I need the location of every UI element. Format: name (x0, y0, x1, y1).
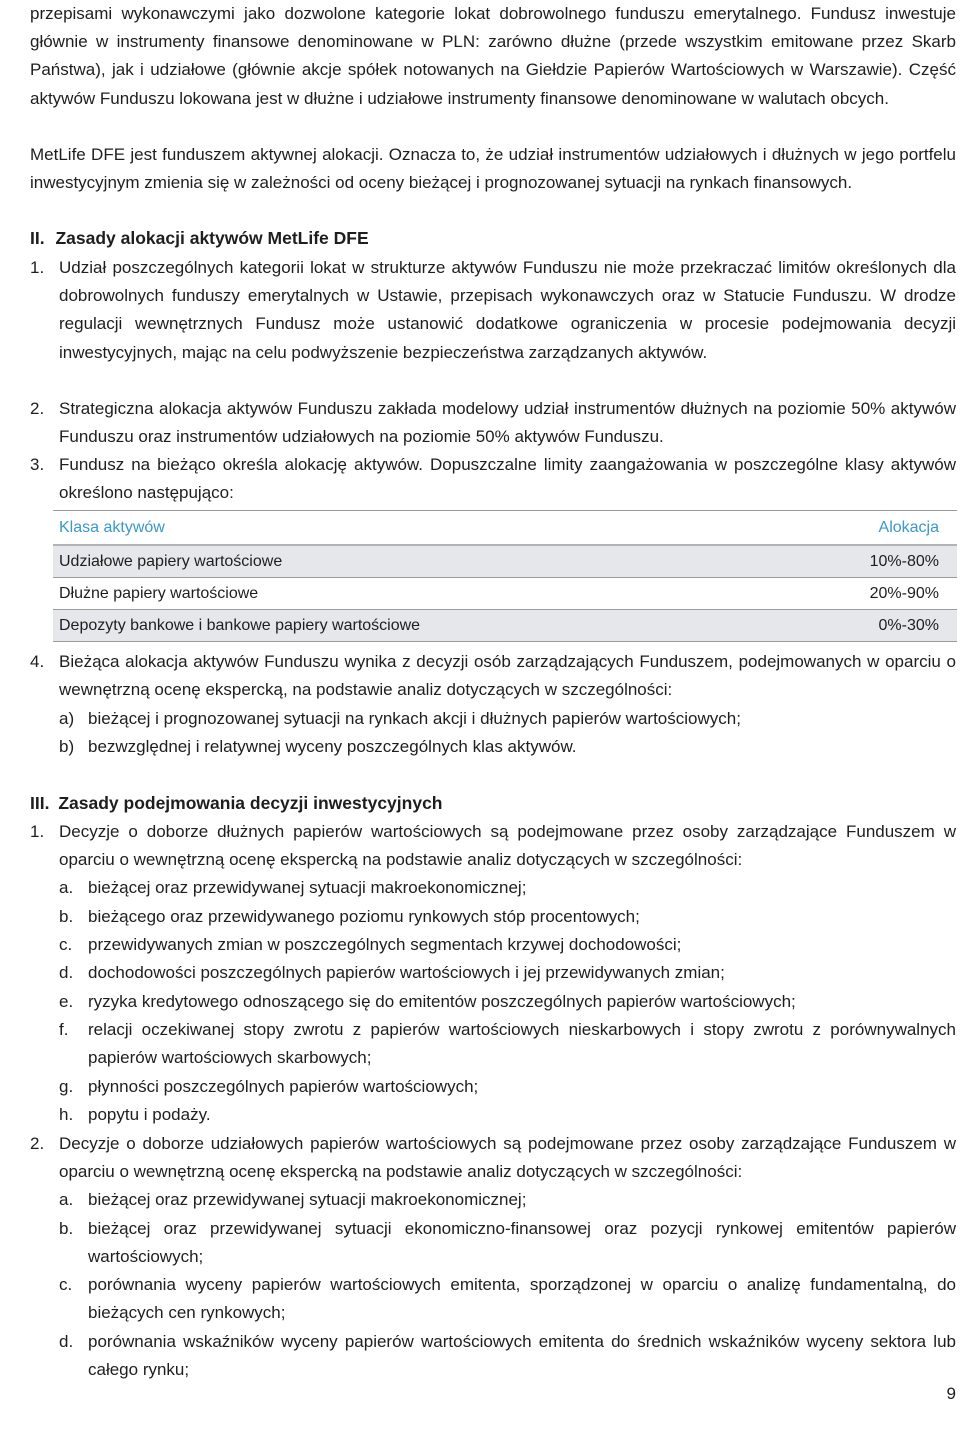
cell-asset-class: Udziałowe papiery wartościowe (53, 545, 776, 578)
list-item (30, 451, 956, 507)
sub-item-text: bieżącego oraz przewidywanego poziomu rynkowych stóp procentowych; (88, 907, 640, 926)
sub-item-text: bezwzględnej i relatywnej wyceny poszczególnych klas aktywów. (88, 737, 577, 756)
header-allocation: Alokacja (776, 511, 957, 546)
sub-item (59, 1328, 956, 1384)
item-text: Decyzje o doborze udziałowych papierów wartościowych są podejmowane przez osoby zarządzające Funduszem w oparciu o wewnętrzną ocenę ekspercką na podstawie analiz dotyczących w szczególności: (59, 1134, 956, 1182)
sub-item-text: bieżącej oraz przewidywanej sytuacji ekonomiczno-finansowej oraz pozycji rynkowej emitentów papierów wartościowych; (88, 1219, 956, 1267)
sub-item-letter: h. (59, 1105, 74, 1124)
table-header-row (53, 511, 957, 546)
sub-item (59, 1073, 956, 1101)
item-number: 1. (30, 822, 45, 841)
sub-item-letter: a. (59, 1190, 74, 1209)
sub-item-letter: b) (59, 737, 75, 756)
item-text: Bieżąca alokacja aktywów Funduszu wynika z decyzji osób zarządzających Funduszem, podejmowanych w oparciu o wewnętrzną ocenę ekspercką, na podstawie analiz dotyczących w szczególności: (59, 652, 956, 700)
table-row (53, 545, 957, 578)
list-item (30, 648, 956, 704)
list-item (30, 1130, 956, 1186)
cell-allocation: 20%-90% (776, 578, 957, 610)
page-number: 9 (946, 1384, 956, 1403)
section-title: Zasady alokacji aktywów MetLife DFE (55, 228, 369, 248)
sub-item-text: bieżącej oraz przewidywanej sytuacji makroekonomicznej; (88, 1190, 527, 1209)
sub-item-text: ryzyka kredytowego odnoszącego się do emitentów poszczególnych papierów wartościowych; (88, 992, 796, 1011)
section-heading-decisions (30, 791, 443, 815)
item-text: Udział poszczególnych kategorii lokat w strukturze aktywów Funduszu nie może przekraczać limitów określonych dla dobrowolnych funduszy emerytalnych w Ustawie, przepisach wykonawczych oraz w Statucie Funduszu. W drodze regulacji wewnętrznych Fundusz może ustanowić dodatkowe ograniczenia w procesie podejmowania decyzji inwestycyjnych, mając na celu podwyższenie bezpieczeństwa zarządzanych aktywów. (59, 258, 956, 362)
sub-item-letter: b. (59, 1219, 74, 1238)
sub-item (59, 1215, 956, 1271)
cell-asset-class: Dłużne papiery wartościowe (53, 578, 776, 610)
sub-item-letter: g. (59, 1077, 74, 1096)
sub-item (59, 1016, 956, 1072)
sub-item (59, 1186, 956, 1214)
sub-item-text: popytu i podaży. (88, 1105, 211, 1124)
section-number: II. (30, 228, 45, 248)
sub-item-text: bieżącej i prognozowanej sytuacji na rynkach akcji i dłużnych papierów wartościowych; (88, 709, 741, 728)
list-item (30, 818, 956, 874)
sub-item-letter: d. (59, 963, 74, 982)
sub-item-letter: d. (59, 1332, 74, 1351)
intro-paragraph-active-allocation: MetLife DFE jest funduszem aktywnej alokacji. Oznacza to, że udział instrumentów udziałowych i dłużnych w jego portfelu inwestycyjnym zmienia się w zależności od oceny bieżącej i prognozowanej sytuacji na rynkach finansowych. (30, 145, 956, 193)
sub-item (59, 733, 956, 761)
list-item (30, 254, 956, 367)
sub-item (59, 874, 956, 902)
item-text: Fundusz na bieżąco określa alokację aktywów. Dopuszczalne limity zaangażowania w poszczególne klasy aktywów określono następująco: (59, 455, 956, 503)
header-asset-class: Klasa aktywów (53, 511, 776, 546)
sub-item (59, 1271, 956, 1327)
cell-allocation: 10%-80% (776, 545, 957, 578)
item-number: 3. (30, 455, 45, 474)
sub-item-text: płynności poszczególnych papierów wartościowych; (88, 1077, 479, 1096)
section-title: Zasady podejmowania decyzji inwestycyjnych (58, 793, 443, 813)
item-number: 1. (30, 258, 45, 277)
item-text: Decyzje o doborze dłużnych papierów wartościowych są podejmowane przez osoby zarządzające Funduszem w oparciu o wewnętrzną ocenę ekspercką na podstawie analiz dotyczących w szczególności: (59, 822, 956, 870)
sub-item (59, 1101, 956, 1129)
sub-item-letter: b. (59, 907, 74, 926)
item-number: 4. (30, 652, 45, 671)
item-number: 2. (30, 399, 45, 418)
sub-item (59, 903, 956, 931)
sub-item-text: relacji oczekiwanej stopy zwrotu z papierów wartościowych nieskarbowych i stopy zwrotu z porównywalnych papierów wartościowych skarbowych; (88, 1020, 956, 1068)
cell-asset-class: Depozyty bankowe i bankowe papiery wartościowe (53, 610, 776, 642)
item-number: 2. (30, 1134, 45, 1153)
sub-item-text: porównania wyceny papierów wartościowych emitenta, sporządzonej w oparciu o analizę fundamentalną, do bieżących cen rynkowych; (88, 1275, 956, 1323)
section-heading-allocation (30, 226, 369, 250)
sub-item-letter: e. (59, 992, 74, 1011)
sub-item-letter: c. (59, 935, 73, 954)
sub-item-text: przewidywanych zmian w poszczególnych segmentach krzywej dochodowości; (88, 935, 682, 954)
cell-allocation: 0%-30% (776, 610, 957, 642)
table-row (53, 578, 957, 610)
table-row (53, 610, 957, 642)
sub-item (59, 931, 956, 959)
sub-item-letter: c. (59, 1275, 73, 1294)
list-item (30, 395, 956, 451)
allocation-table-container (53, 510, 957, 642)
sub-item-letter: f. (59, 1020, 69, 1039)
sub-item (59, 959, 956, 987)
intro-paragraph: przepisami wykonawczymi jako dozwolone kategorie lokat dobrowolnego funduszu emerytalnego. Fundusz inwestuje głównie w instrumenty finansowe denominowane w PLN: zarówno dłużne (przede wszystkim emitowane przez Skarb Państwa), jak i udziałowe (głównie akcje spółek notowanych na Giełdzie Papierów Wartościowych w Warszawie). Część aktywów Funduszu lokowana jest w dłużne i udziałowe instrumenty finansowe denominowane w walutach obcych. (30, 4, 956, 108)
sub-item-text: bieżącej oraz przewidywanej sytuacji makroekonomicznej; (88, 878, 527, 897)
sub-item (59, 988, 956, 1016)
sub-item-letter: a. (59, 878, 74, 897)
sub-item (59, 705, 956, 733)
item-text: Strategiczna alokacja aktywów Funduszu zakłada modelowy udział instrumentów dłużnych na poziomie 50% aktywów Funduszu oraz instrumentów udziałowych na poziomie 50% aktywów Funduszu. (59, 399, 956, 447)
sub-item-text: porównania wskaźników wyceny papierów wartościowych emitenta do średnich wskaźników wyceny sektora lub całego rynku; (88, 1332, 956, 1380)
sub-item-text: dochodowości poszczególnych papierów wartościowych i jej przewidywanych zmian; (88, 963, 725, 982)
sub-item-letter: a) (59, 709, 75, 728)
section-number: III. (30, 793, 50, 813)
allocation-table (53, 510, 957, 642)
